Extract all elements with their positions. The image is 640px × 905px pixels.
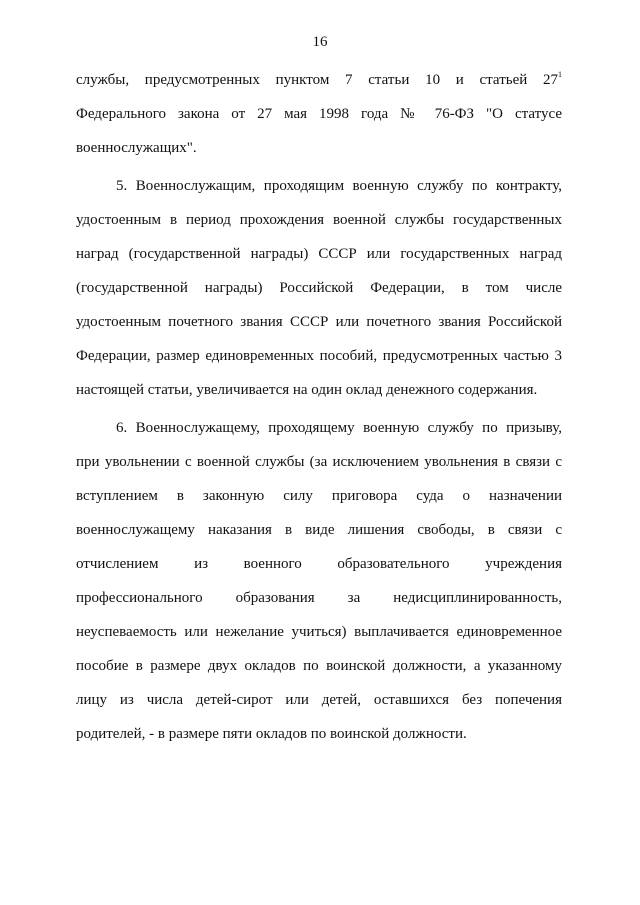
paragraph-5-line: наград (государственной награды) СССР или государственных наград [76,246,562,262]
paragraph-6-line: военнослужащему наказания в виде лишения свободы, в связи с [76,522,562,538]
paragraph-6-line: вступлением в законную силу приговора суда о назначении [76,488,562,504]
paragraph-6-line: профессионального образования за недисциплинированность, [76,590,562,606]
paragraph-5-line: (государственной награды) Российской Федерации, в том числе [76,280,562,296]
paragraph-6-line: 6. Военнослужащему, проходящему военную службу по призыву, [116,420,562,436]
page-number: 16 [312,34,328,50]
footnote-superscript: 1 [558,70,562,79]
paragraph-6-line: при увольнении с военной службы (за исключением увольнения в связи с [76,454,562,470]
paragraph-5-line: Федерации, размер единовременных пособий, предусмотренных частью 3 [76,348,562,364]
continuation-line-3: военнослужащих". [76,140,197,156]
paragraph-5-line: 5. Военнослужащим, проходящим военную службу по контракту, [116,178,562,194]
paragraph-6-line: неуспеваемость или нежелание учиться) выплачивается единовременное [76,624,562,640]
paragraph-6-line: отчислением из военного образовательного учреждения [76,556,562,572]
continuation-line-1: службы, предусмотренных пунктом 7 статьи 10 и статьей $27^1$ [76,70,562,88]
continuation-line-2: Федерального закона от 27 мая 1998 года № 76-ФЗ "О статусе [76,106,562,122]
paragraph-5-line: удостоенным в период прохождения военной службы государственных [76,212,562,228]
paragraph-6-line: лицу из числа детей-сирот или детей, оставшихся без попечения [76,692,562,708]
paragraph-6-line: родителей, - в размере пяти окладов по воинской должности. [76,726,467,742]
paragraph-5-line: удостоенным почетного звания СССР или почетного звания Российской [76,314,562,330]
paragraph-6-line: пособие в размере двух окладов по воинской должности, а указанному [76,658,562,674]
paragraph-5-line: настоящей статьи, увеличивается на один оклад денежного содержания. [76,382,538,398]
